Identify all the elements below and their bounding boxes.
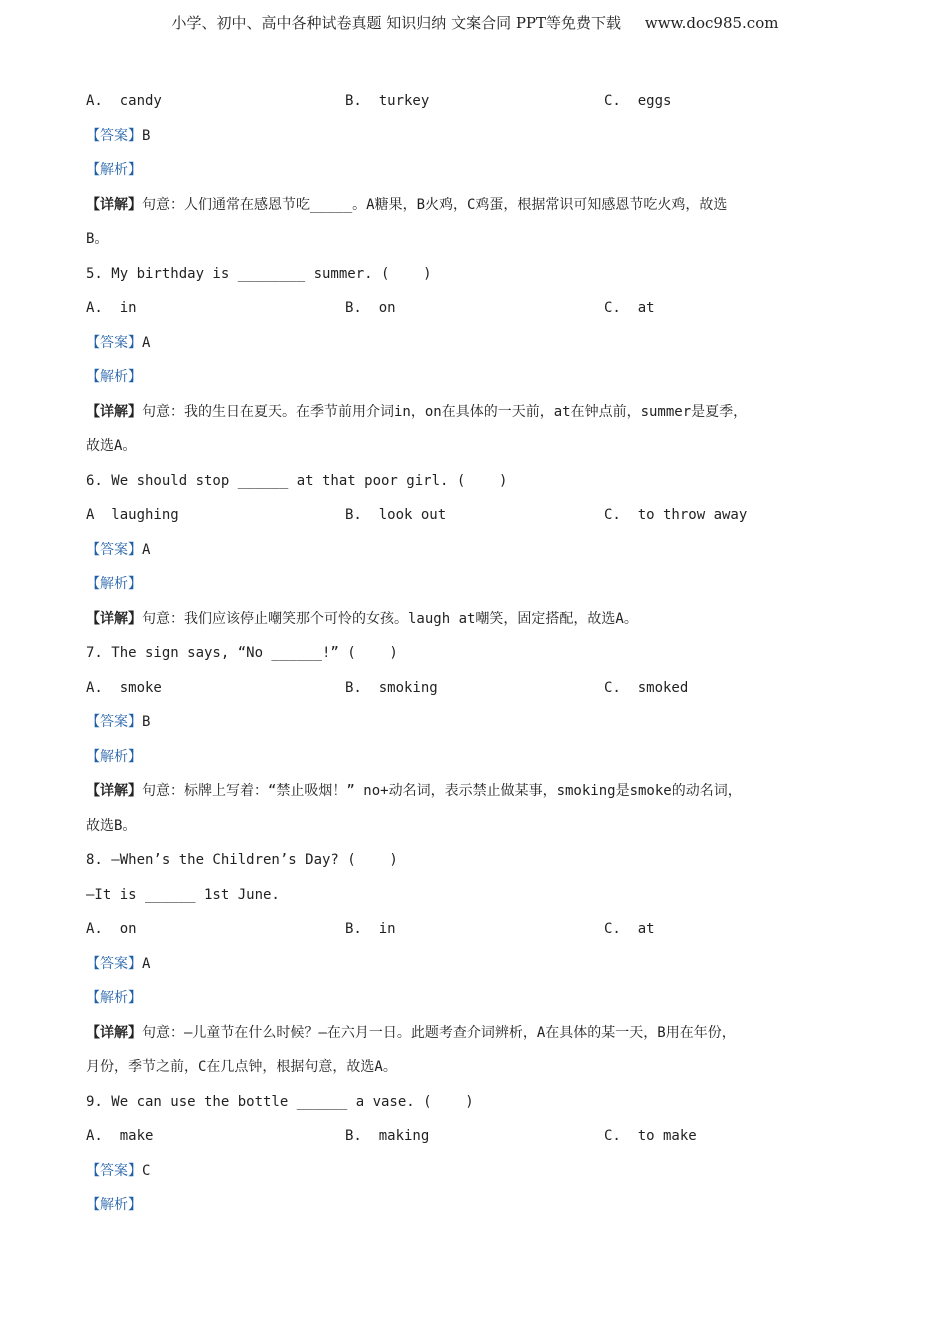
answer-value: C bbox=[142, 1162, 151, 1179]
q5-option-a: A. in bbox=[86, 300, 137, 316]
q8-question: 8. —When’s the Children’s Day? ( ) bbox=[86, 852, 398, 868]
analysis-label: 【解析】 bbox=[86, 576, 142, 592]
q4-analysis bbox=[86, 153, 886, 188]
answer-label: 【答案】 bbox=[86, 1162, 142, 1179]
q5-option-b: B. on bbox=[345, 300, 396, 316]
q7-option-c: C. smoked bbox=[604, 679, 689, 696]
analysis-label: 【解析】 bbox=[86, 1197, 142, 1213]
q8-detail-cont: 月份，季节之前，C在几点钟，根据句意，故选A。 bbox=[86, 1059, 397, 1075]
q5-answer bbox=[86, 326, 886, 361]
q9-question: 9. We can use the bottle ______ a vase. ( ) bbox=[86, 1093, 474, 1110]
q4-option-c: C. eggs bbox=[604, 93, 672, 109]
q5-detail-cont: 故选A。 bbox=[86, 438, 137, 454]
q6-options bbox=[86, 498, 886, 533]
q6-option-b: B. look out bbox=[345, 507, 447, 523]
q7-analysis bbox=[86, 740, 886, 775]
q7-question: 7. The sign says, “No ______!” ( ) bbox=[86, 645, 398, 661]
q9-analysis bbox=[86, 1188, 886, 1223]
analysis-label: 【解析】 bbox=[86, 369, 142, 385]
q9-option-c: C. to make bbox=[604, 1128, 697, 1144]
answer-label: 【答案】 bbox=[86, 334, 142, 351]
answer-value: B bbox=[142, 127, 151, 144]
q9-answer bbox=[86, 1154, 886, 1189]
analysis-label: 【解析】 bbox=[86, 990, 142, 1006]
q8-detail bbox=[86, 1016, 886, 1051]
detail-text: 句意：—儿童节在什么时候？—在六月一日。此题考查介词辨析，A在具体的某一天，B用在年份， bbox=[142, 1024, 736, 1041]
answer-label: 【答案】 bbox=[86, 127, 142, 144]
q5-option-c: C. at bbox=[604, 300, 655, 316]
q8-option-c: C. at bbox=[604, 921, 655, 937]
q5-options bbox=[86, 291, 886, 326]
answer-label: 【答案】 bbox=[86, 714, 142, 730]
answer-label: 【答案】 bbox=[86, 541, 142, 558]
q6-option-c: C. to throw away bbox=[604, 507, 748, 523]
q7-detail bbox=[86, 774, 886, 809]
detail-text: 句意：我的生日在夏天。在季节前用介词in，on在具体的一天前，at在钟点前，summer是夏季， bbox=[142, 403, 748, 420]
page-header: 小学、初中、高中各种试卷真题 知识归纳 文案合同 PPT等免费下载 www.doc985.com bbox=[171, 14, 779, 32]
q8-analysis bbox=[86, 981, 886, 1016]
q5-question: 5. My birthday is ________ summer. ( ) bbox=[86, 265, 432, 282]
q8-options bbox=[86, 912, 886, 947]
answer-value: A bbox=[142, 541, 151, 558]
q5-analysis bbox=[86, 360, 886, 395]
q7-detail-cont: 故选B。 bbox=[86, 817, 137, 834]
q4-options bbox=[86, 84, 886, 119]
answer-value: B bbox=[142, 714, 151, 730]
analysis-label: 【解析】 bbox=[86, 162, 142, 178]
q4-detail bbox=[86, 188, 886, 223]
q8-option-a: A. on bbox=[86, 921, 137, 937]
q8-question-reply: —It is ______ 1st June. bbox=[86, 886, 280, 903]
q4-option-b: B. turkey bbox=[345, 93, 430, 109]
q4-answer bbox=[86, 119, 886, 154]
q7-options bbox=[86, 671, 886, 706]
q8-answer bbox=[86, 947, 886, 982]
q4-detail-cont: B。 bbox=[86, 231, 109, 247]
q5-detail bbox=[86, 395, 886, 430]
detail-text: 句意：标牌上写着：“禁止吸烟！” no+动名词，表示禁止做某事，smoking是smoke的动名词， bbox=[142, 783, 742, 799]
q9-option-a: A. make bbox=[86, 1128, 154, 1144]
detail-label: 【详解】 bbox=[86, 610, 142, 627]
q7-option-b: B. smoking bbox=[345, 679, 438, 696]
answer-label: 【答案】 bbox=[86, 955, 142, 972]
q6-question: 6. We should stop ______ at that poor girl. ( ) bbox=[86, 472, 508, 489]
document-body bbox=[86, 84, 886, 1223]
q7-option-a: A. smoke bbox=[86, 679, 162, 696]
q9-option-b: B. making bbox=[345, 1128, 430, 1144]
q6-analysis bbox=[86, 567, 886, 602]
detail-text: 句意：人们通常在感恩节吃_____。A糖果，B火鸡，C鸡蛋，根据常识可知感恩节吃火鸡，故选 bbox=[142, 196, 728, 213]
q8-option-b: B. in bbox=[345, 921, 396, 937]
q4-option-a: A. candy bbox=[86, 93, 162, 109]
q6-answer bbox=[86, 533, 886, 568]
q6-detail bbox=[86, 602, 886, 637]
analysis-label: 【解析】 bbox=[86, 748, 142, 765]
detail-label: 【详解】 bbox=[86, 1024, 142, 1041]
q9-options bbox=[86, 1119, 886, 1154]
detail-label: 【详解】 bbox=[86, 783, 142, 799]
q6-option-a: A laughing bbox=[86, 507, 179, 523]
q7-answer bbox=[86, 705, 886, 740]
detail-text: 句意：我们应该停止嘲笑那个可怜的女孩。laugh at嘲笑，固定搭配，故选A。 bbox=[142, 610, 638, 627]
answer-value: A bbox=[142, 334, 151, 351]
answer-value: A bbox=[142, 955, 151, 972]
detail-label: 【详解】 bbox=[86, 196, 142, 213]
detail-label: 【详解】 bbox=[86, 403, 142, 420]
